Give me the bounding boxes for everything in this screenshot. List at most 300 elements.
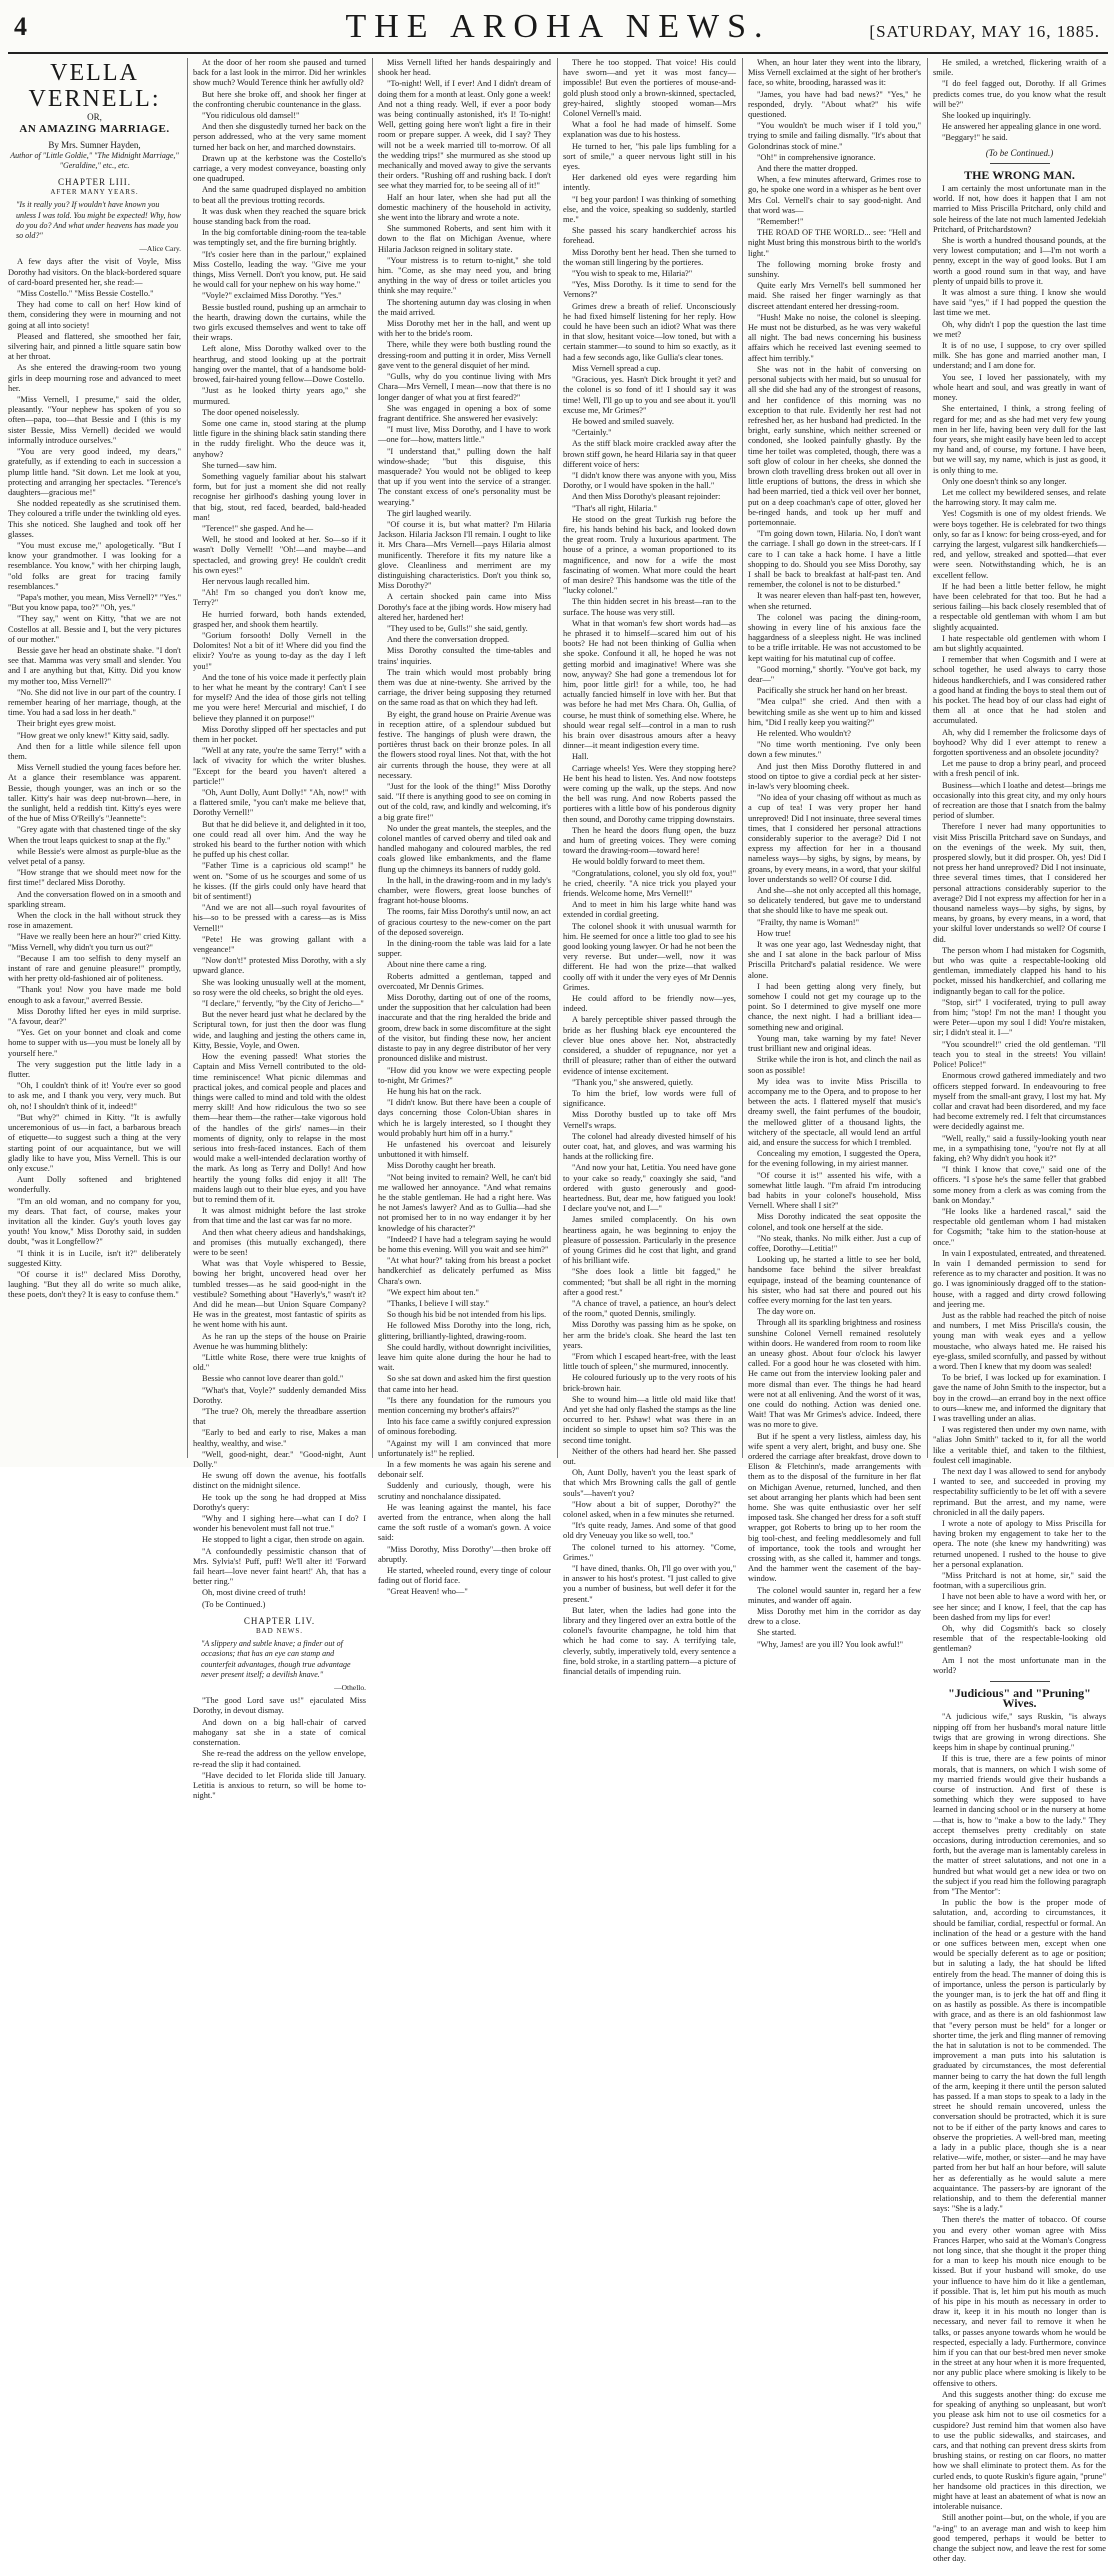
story-paragraph: To him the brief, low words were full of significance. [563, 1088, 736, 1109]
story-paragraph: Miss Dorothy indicated the seat opposite the colonel, and took one herself at the side. [748, 1212, 921, 1232]
story-paragraph: Her darkened old eyes were regarding him intently. [563, 173, 736, 193]
story-paragraph: Into his face came a swiftly conjured expression of ominous foreboding. [378, 1417, 551, 1437]
story-paragraph: "Well, good-night, dear." "Good-night, Aunt Dolly." [193, 1449, 366, 1470]
story-paragraph: My idea was to invite Miss Priscilla to accompany me to the Opera, and to propose to her between the acts. I flattered myself that music's dreamy swell, the faint perfumes of the boudoir, the mellowed glitter of a thousand lights, the witchery of the spectacle, all would lend an artful aid, and ensure the success for which I trembled. [748, 1076, 921, 1147]
story-paragraph: It was nearer eleven than half-past ten, however, when she returned. [748, 591, 921, 611]
story-paragraph: "Gracious, yes. Hasn't Dick brought it yet? and the colonel is so fond of it! I should say it was time! Well, I'll go up to you and see about it. you'll excuse me, Mr Grimes?" [563, 375, 736, 415]
story-paragraph: Pleased and flattered, she smoothed her fair, silvering hair, and pinned a little square satin bow at her throat. [8, 331, 181, 362]
story-paragraph: "Little white Rose, there were true knights of old." [193, 1352, 366, 1373]
story-paragraph: Then he heard the doors flung open, the buzz and hum of greeting voices. They were coming toward the drawing-room—toward here! [563, 825, 736, 856]
story-paragraph: "To-night! Well, if I ever! And I didn't dream of doing them for a month at least. Only gone a week! And not a thing ready. Well, if ever a poor body was being continually astonished, it's I! To-night! Well, getting going here won't light a fire in their room or prepare supper. A week, did I say? They will not be a week married till to-morrow. Of all the wedding trips!" she murmured as she stood up mechanically and moved away to give the servants their orders. "Rushing off and rushing back. I don't see what they married for, to be seeing all of it!" [378, 79, 551, 191]
article-paragraph: "Well, really," said a fussily-looking youth near me, in a sympathising tone, "you're not fly at all faking, eh? Why didn't you hook it?" [933, 1133, 1106, 1163]
column-rule [742, 58, 743, 1458]
story-paragraph: The door opened noiselessly. [202, 407, 300, 417]
story-paragraph: Miss Dorothy bustled up to take off Mrs Vernell's wraps. [563, 1110, 736, 1130]
story-paragraph: "Why, James! are you ill? You look awful!" [757, 1639, 904, 1649]
story-paragraph: Miss Dorothy caught her breath. [387, 1161, 496, 1171]
story-paragraph: "I must live, Miss Dorothy, and I have to work—one for—how, matters little." [378, 425, 551, 445]
story-paragraph: "I do feel fagged out, Dorothy. If all Grimes predicts comes true, do you know what the result will be?" [933, 79, 1106, 109]
story-paragraph: He stopped to light a cigar, then strode on again. [202, 1535, 365, 1545]
column-rule [372, 58, 373, 1458]
story-paragraph: Oh, Aunt Dolly, haven't you the least spark of that which Mrs Browning calls the gall of gentle souls"—haven't you? [563, 1468, 736, 1498]
epigraph-source: —Alice Cary. [139, 244, 181, 254]
section-divider [990, 1681, 1050, 1682]
story-paragraph: "Now don't!" protested Miss Dorothy, with a sly upward glance. [193, 956, 366, 976]
wrong-man-body [933, 184, 1106, 1676]
article-paragraph: And this suggests another thing: do excuse me for speaking of anything so unpleasant, but won't you please ask him not to use oil cosmetics for a cuspidore? Just remind him that women also have to use the public sidewalks, and staircases, and cars, and that nothing can prevent dress skirts from brushing stains, or resting on car floors, no matter how we shall eliminate to protect them. As for the curled ends, to quote Ruskin's figure again, "prune" her handsome old practices in this direction, we might have at least an abatement of what is now an intolerable nuisance. [933, 2389, 1106, 2512]
story-paragraph: Pacifically she struck her hand on her breast. [757, 686, 908, 696]
story-paragraph: He could afford to be friendly now—yes, indeed. [563, 994, 736, 1014]
chapter-heading: CHAPTER LIII. [58, 177, 131, 188]
story-paragraph: He followed Miss Dorothy into the long, rich, glittering, brilliantly-lighted, drawing-room. [378, 1321, 551, 1341]
story-paragraph: Suddenly and curiously, though, were his scrutiny and nonchalance dissipated. [378, 1481, 551, 1501]
article-paragraph: "Miss Pritchard is not at home, sir," said the footman, with a supercilious grin. [933, 1571, 1106, 1591]
story-paragraph: As the stiff black moire crackled away after the brown stiff gown, he heard Hilaria say in that queer different voice of hers: [563, 439, 736, 469]
story-paragraph: As she entered the drawing-room two young girls in deep mourning rose and advanced to meet her. [8, 363, 181, 393]
story-paragraph: "Against my will I am convinced that more unfortunately is!" he replied. [378, 1438, 551, 1458]
story-paragraph: And down on a big hall-chair of carved mahogany sat she in a state of comical consternation. [193, 1717, 366, 1748]
story-paragraph: And the tone of his voice made it perfectly plain to her what he meant by the contrary! Can't I see for myself? And the idea of those girls not telling me you were here! Mercurial and mischief, I do believe they planned it on purpose!" [193, 672, 366, 723]
story-paragraph: It was dusk when they reached the square brick house standing back from the road. [193, 206, 366, 227]
story-paragraph: "Yes. Get on your bonnet and cloak and come home to supper with us—you must be lonely all by yourself here." [8, 1028, 181, 1058]
story-paragraph: She started. [757, 1628, 797, 1638]
story-title: VELLA VERNELL: [28, 60, 161, 112]
column-4-body [563, 58, 736, 1677]
story-paragraph: "How strange that we should meet now for the first time!" declared Miss Dorothy. [8, 868, 181, 888]
column-1 [8, 58, 181, 1458]
article-paragraph: Then there's the matter of tobacco. Of course you and every other woman agree with Miss Frances Harper, who said at the Woman's Congress not long since, that she thought it the proper thing for a man to keep his mouth nice enough to be kissed. But if your husband will smoke, do use your influence to have him do it like a gentleman, if possible. That is, let him put his mouth as much of his pipe in his mouth as necessary in order to draw it, keep it in his mouth no longer than is necessary, and never fail to remove it when he talks, or passes anyone towards whom he would be respected, especially a lady. Furthermore, convince him if you can that our best-bred men never smoke in the street at any hour when it is more frequented, nor any public place where smoking is likely to be offensive to others. [933, 2215, 1106, 2388]
story-paragraph: So though his bid be not intended from his lips. [387, 1310, 547, 1320]
story-paragraph: Bessie who cannot love dearer than gold." [202, 1374, 344, 1384]
story-paragraph: "Gorium forsooth! Dolly Vernell in the Dolomites! Not a bit of it! Where did you find the elixir? You're as young to-day as the day I left you!" [193, 630, 366, 671]
story-paragraph: "Because I am too selfish to deny myself an instant of rare and genuine pleasure!" promptly, with her pretty old-fashioned air of politeness. [8, 953, 181, 984]
story-paragraph: James smiled complacently. On his own heartiness again, he was beginning to enjoy the pleasure of possession. Particularly in the presence of young Grimes did he cost that light, and grand of his brilliant wife. [563, 1215, 736, 1266]
story-paragraph: "I'm going down town, Hilaria. No, I don't want the carriage. I shall go down in the street-cars. If I care to I can take a hack home. I have a little shopping to do. Should you see Miss Dorothy, say I shall be back to breakfast at half-past ten. And remember, the colonel is not to be disturbed." [748, 529, 921, 590]
story-paragraph: What in that woman's few short words had—as he phrased it to himself—scared him out of his boots? He had not been thinking of Gullia when she spoke. Confound it all, he hoped he was not getting morbid and imaginative! Where was she now, anyway? She had gone a tremendous lot for him, poor little girl! for a while, too, he had actually fancied himself in love with her. But that was before he had met Mrs Chara. Oh, Gullia, of course, he must think of something else. Where, he should wear regal self—control in a man to rush his brain over disastrous amours after a heavy dinner—it meant indigestion every time. [563, 618, 736, 751]
column-5-body [748, 58, 921, 1650]
story-paragraph: "I declare," fervently, "by the City of Jericho—" [202, 999, 364, 1009]
story-paragraph: She passed his scary handkerchief across his forehead. [563, 226, 736, 246]
story-paragraph: "We expect him about ten." [387, 1287, 479, 1297]
story-paragraph: "I have dined, thanks. Oh, I'll go over with you," in answer to his host's protest. "I just called to give you a number of business, but well defer it for the present." [563, 1564, 736, 1604]
article-paragraph: Ah, why did I remember the frolicsome days of boyhood? Why did I ever attempt to renew a forgotten sportiveness and an obsolete jocundity? [933, 727, 1106, 757]
story-paragraph: "Of course it is!" assented his wife, with a somewhat little laugh. "I'm afraid I'm introducing bad habits in your colonel's household, Miss Vernell. Where shall I sit?" [748, 1170, 921, 1211]
story-paragraph: "Papa's mother, you mean, Miss Vernell?" "Yes." "But you know papa, too?" "Oh, yes." [8, 592, 181, 613]
story-paragraph: The colonel shook it with unusual warmth for him. He seemed for once a little too glad to see his good looking young lawyer. Or had he not been the very reverse. But under—well, now it was different. He had won the prize—that walked coolly off with it under the very eyes of Mr Dennis Grimes. [563, 921, 736, 992]
article-paragraph: It was almost a sure thing. I know she would have said "yes," if I had popped the question the last time we met. [933, 288, 1106, 318]
story-paragraph: "Indeed? I have had a telegram saying he would be home this evening. Will you wait and see him?" [378, 1234, 551, 1254]
story-paragraph: And there the matter dropped. [757, 164, 858, 174]
story-paragraph: "It's cosier here than in the parlour," explained Miss Costello, leading the way. "Give me your things, Miss Vernell. Don't you know, put. He said he would call for your nephew on his way home." [193, 249, 366, 290]
story-paragraph: What a fool he had made of himself. Some explanation was due to his hostess. [563, 120, 736, 140]
article-paragraph: "I think I know that cove," said one of the officers. "I s'pose he's the same feller that grabbed some money from a clerk as was coming from the bank on Monday." [933, 1165, 1106, 1205]
story-paragraph: A barely perceptible shiver passed through the bride as her flushing black eye encountered the clever blue ones above her. Not, abstractedly considered, a shudder of repugnance, nor yet a thrill of pleasure; rather than of either the outward evidence of intense excitement. [563, 1015, 736, 1076]
story-paragraph: The colonel was pacing the dining-room, showing in every line of his anxious face the haggardness of a sleepless night. He was inclined to be a trifle irritable. He was not accustomed to be kept waiting for his matutinal cup of coffee. [748, 612, 921, 663]
story-paragraph: A few days after the visit of Voyle, Miss Dorothy had visitors. On the black-bordered square of card-board presented her, she read:— [8, 257, 181, 287]
article-paragraph: "You scoundrel!" cried the old gentleman. "I'll teach you to steal in the streets! You villain! Police! Police!" [933, 1039, 1106, 1070]
article-paragraph: If this is true, there are a few points of minor morals, that is manners, on which I wish some of my married friends would give their husbands a course of instruction. And first of these is something which they were supposed to have learned in dancing school or in the nursery at home—that is, how to "make a bow to the lady." They accept themselves pretty creditably on state occasions, during introduction ceremonies, and so forth, but the average man is lamentably careless in the matter of street salutations, and not one in a hundred but what would get a new idea or two on the subject if you read him the following paragraph from "The Mentor": [933, 1754, 1106, 1896]
story-paragraph: THE ROAD OF THE WORLD... see: "Hell and night Must bring this monstrous birth to the world's light." [748, 228, 921, 258]
article-paragraph: Let me pause to drop a briny pearl, and proceed with a fresh pencil of ink. [933, 759, 1106, 779]
story-paragraph: Carriage wheels! Yes. Were they stopping here? He bent his head to listen. Yes. And now footsteps were coming up the walk, up the steps. And now the bell was rung. And now Roberts passed the portieres with a little bow of his ponderous dignity then sound, and Dorothy came tripping downstairs. [563, 763, 736, 824]
story-paragraph: Their bright eyes grew moist. [17, 719, 116, 729]
judicious-body [933, 1712, 1106, 2564]
story-paragraph: "You must excuse me," apologetically. "But I know your grandmother. I was looking for a resemblance. You know," with her chirping laugh, "old folks are great for tracing family resemblances." [8, 540, 181, 591]
story-paragraph: "Thank you," she answered, quietly. [572, 1077, 693, 1087]
story-ending [933, 58, 1106, 144]
story-paragraph: He unfastened his overcoat and leisurely unbuttoned it with himself. [378, 1139, 551, 1160]
story-paragraph: By eight, the grand house on Prairie Avenue was in reception attire, of a splendour subdued but festive. The hangings of plush were drawn, the portières thrust back on their bronze poles. In all the flowers stood royal lines. Not that, with the hot air currents through the house, they were at all necessary. [378, 709, 551, 780]
story-paragraph: Strike while the iron is hot, and clinch the nail as soon as possible! [748, 1055, 921, 1075]
story-paragraph: She re-read the address on the yellow envelope, re-read the slip it had contained. [193, 1749, 366, 1769]
story-paragraph: "Miss Costello." "Miss Bessie Costello." [17, 289, 154, 299]
story-paragraph: He would boldly forward to meet them. [572, 857, 705, 867]
column-2 [193, 58, 366, 1801]
story-paragraph: How true! [757, 928, 792, 938]
story-paragraph: "Oh!" in comprehensive ignorance. [757, 152, 876, 162]
story-paragraph: In the hall, in the drawing-room and in my lady's chamber, were flowers, great loose bunches of fragrant hot-house blooms. [378, 875, 551, 906]
story-paragraph: "Thank you! Now you have made me bold enough to ask a favour," averred Bessie. [8, 985, 181, 1005]
article-paragraph: Oh, why did Cogsmith's back so closely resemble that of the respectable-looking old gentleman? [933, 1624, 1106, 1654]
story-paragraph: The shortening autumn day was closing in when the maid arrived. [378, 297, 551, 317]
story-paragraph: Aunt Dolly softened and brightened wonderfully. [8, 1175, 181, 1195]
story-paragraph: "You wouldn't be much wiser if I told you," trying to smile and failing dismally. "It's about that Golondrinas stock of mine." [748, 121, 921, 151]
article-paragraph: The person whom I had mistaken for Cogsmith, but who was quite a respectable-looking old gentleman, immediately clapped his hand to his pocket, missed his handkerchief, and collaring me indignantly began to call for the police. [933, 945, 1106, 996]
story-paragraph: "You are very good indeed, my dears," gratefully, as if extending to each in succession a plump little hand. "Sit down. Let me look at you, protecting and arranging her spectacles. "Terence's daughters—gracious me!" [8, 447, 181, 497]
story-paragraph: "Good morning," shortly. "You've got back, my dear—" [748, 664, 921, 684]
story-paragraph: "I understand that," pulling down the half window-shade; "but this disguise, this masquerade? You would not be obliged to keep that up if you went into the service of a stranger. The constant excess of one's personality must be wearying." [378, 446, 551, 507]
story-paragraph: The day wore on. [757, 1307, 816, 1317]
story-paragraph: And then for a little while silence fell upon them. [8, 741, 181, 761]
story-paragraph: Well, he stood and looked at her. So—so if it wasn't Dolly Vernell! "Oh!—and maybe—and spectacled, and growing grey! He couldn't credit his own eyes!" [193, 535, 366, 575]
chapter-liv-epigraph-source: —Othello. [334, 1683, 366, 1693]
story-paragraph: "Of course it is, but what matter? I'm Hilaria Jackson. Hilaria Jackson I'll remain. I ought to like it. Mrs Chara—Mrs Vernell—pays Hilaria almost munificently. Therefore it fits my nature like a glove. Cleanliness and merriment are my distinguishing characteristics. Don't you think so, Miss Dorothy?" [378, 519, 551, 591]
story-paragraph: The colonel would saunter in, regard her a few minutes, and wander off again. [748, 1585, 921, 1605]
column-2-body [193, 58, 366, 1610]
story-paragraph: "The good Lord save us!" ejaculated Miss Dorothy, in devout dismay. [193, 1696, 366, 1716]
chapter-liv-heading: CHAPTER LIV. [243, 1615, 316, 1626]
article-paragraph: If he had been a little better fellow, he might have been celebrated for that too. But he had a serious failing—his back closely resembled that of a respectable old gentleman with whom I am but slightly acquainted. [933, 581, 1106, 632]
story-paragraph: "Frailty, thy name is Woman!" [757, 917, 859, 927]
chapter-subheading: AFTER MANY YEARS. [50, 188, 139, 197]
story-paragraph: "You wish to speak to me, Hilaria?" [572, 269, 693, 279]
story-paragraph: There he too stopped. That voice! His could have sworn—and yet it was most fancy—impossible! But even the portieres of mouse-and-gold plush stood only a brown-skinned, spectacled, grey-haired, slightly stooped woman—Mrs Colonel Vernell's maid. [563, 58, 736, 119]
story-paragraph: Miss Dorothy bent her head. Then she turned to the woman still lingering by the portieres. [563, 247, 736, 267]
story-paragraph: There, while they were both bustling round the dressing-room and putting it in order, Miss Vernell gave vent to the general disquiet of her mind. [378, 340, 551, 370]
story-paragraph: The girl laughed wearily. [387, 508, 472, 518]
story-paragraph: Half an hour later, when she had put all the domestic machinery of the household in activity, she went into the library and wrote a note. [378, 192, 551, 223]
story-paragraph: "It's quite ready, James. And some of that good old dry Veneuay you like so well, too." [563, 1521, 736, 1541]
story-paragraph: And there the conversation dropped. [387, 635, 510, 645]
story-paragraph: The following morning broke frosty and sunshiny. [748, 259, 921, 280]
newspaper-title: THE AROHA NEWS. [345, 8, 771, 45]
story-paragraph: But the never heard just what he declared by the Scriptural town, for just then the door was flung wide, and laughing and jesting the others came in, Kitty, Bessie, Voyle, and Owen. [193, 1010, 366, 1050]
story-paragraph: He relented. Who wouldn't? [757, 729, 851, 738]
page-number: 4 [14, 12, 27, 41]
story-paragraph: He answered her appealing glance in one word. [942, 122, 1102, 132]
story-paragraph: Drawn up at the kerbstone was the Costello's carriage, a very modest conveyance, boasting only one quadruped. [193, 153, 366, 184]
story-paragraph: They had come to call on her! How kind of them, considering they were in mourning and not going at all into society! [8, 300, 181, 330]
story-paragraph: Neither of the others had heard her. She passed out. [563, 1446, 736, 1467]
columns [8, 58, 1108, 2564]
article-paragraph: Therefore I never had many opportunities to visit Miss Priscilla Pritchard save on Sundays, and on the evenings of the week. My suit, then, prospered slowly, but it did prosper. Oh, yes! Did I not press her hand unreproved? Did I not insinuate, three several times times, that I considered her personal attractions considerably superior to the average? Did I not express my affection for her in a thousand nameless ways—by sighs, by signs, by means, by groans, by every means, in a word, that your skilful lover understands so well? Of course I did. [933, 822, 1106, 944]
story-paragraph: "And now your hat, Letitia. You need have gone to your cake so ready," coaxingly she said, "and ordered with gusto generously and good-heartedness. But, dear me, how fatigued you look! I declare you've not, and I—" [563, 1163, 736, 1214]
story-paragraph: Miss Dorothy was passing him as he spoke, on her arm the bride's cloak. She heard the last ten years. [563, 1320, 736, 1350]
story-paragraph: He took up the song he had dropped at Miss Dorothy's query: [193, 1492, 366, 1512]
story-paragraph: "How great we only knew!" Kitty said, sadly. [17, 730, 170, 740]
column-rule [187, 58, 188, 1458]
story-paragraph: "But why?" chimed in Kitty. "It is awfully unceremonious of us—in fact, a barbarous breach of etiquette—to suggest such a thing at the very starting point of our acquaintance, but we will gladly like to have you, Miss Vernell. This is our only excuse." [8, 1112, 181, 1173]
story-paragraph: "How did you know we were expecting people to-night, Mr Grimes?" [378, 1065, 551, 1085]
story-paragraph: "Remember!" [757, 217, 804, 227]
story-paragraph: In the big comfortable dining-room the tea-table was temptingly set, and the fire burning brightly. [193, 228, 366, 248]
story-paragraph: "Have we really been here an hour?" cried Kitty. "Miss Vernell, why didn't you turn us out?" [8, 932, 181, 952]
story-paragraph: "You ridiculous old damsel!" [202, 111, 300, 121]
story-paragraph: Miss Dorothy met him in the corridor as day drew to a close. [748, 1607, 921, 1627]
story-paragraph: And then what cheery adieus and handshakings, and promises (this mutually exchanged), there were to be seen! [193, 1227, 366, 1257]
story-paragraph: She nodded repeatedly as she scrutinised them. They coloured a trifle under the twinkling old eyes. This she noticed. She laughed and took off her glasses. [8, 499, 181, 539]
story-paragraph: (To be Continued.) [202, 1599, 266, 1609]
story-paragraph: Something vaguely familiar about his stalwart form, but for just a moment she did not really recognise her girlhood's dashing young lover in that big, stout, red faced, bearded, bald-headed man! [193, 471, 366, 522]
story-paragraph: "Thanks, I believe I will stay." [387, 1298, 489, 1308]
article-paragraph: In public the bow is the proper mode of salutation, and, according to circumstances, it should be familiar, cordial, respectful or formal. An inclination of the head or a gesture with the hand or one suffices between men, except when one would be specially deferent as to age or position; but in saluting a lady, the hat should be lifted entirely from the head. The manner of doing this is of importance, unless the person is particularly by the younger man, is to jerk the hat off and fling it on as hastily as possible. As there is incompatible with grace, and as there is an old fashionmost law that "every person must be held" for a longer or shorter time, the jerk and fling manner of removing the hat in salutation is not to be commended. The improvement a man puts into his salutation is graduated by circumstances, the most deferential manner being to carry the hat down the full length of the arm, keeping it there until the person saluted has passed. If a man stops to speak to a lady in the street he should remain uncovered, unless the conversation should be protracted, which it is sure not to be if either of the party knows and cares to observe the proprieties. A well-bred man, meeting a lady in a public place, though she is a near relative—wife, mother, or sister—and he may have parted from her but half an hour before, will salute her as deferentially as he would salute a mere acquaintance. The passers-by are ignorant of the relationship, and to them the deferential manner says: "She is a lady." [933, 1898, 1106, 2214]
story-paragraph: How the evening passed! What stories the Captain and Miss Vernell contributed to the old-time reminiscence! What picnic dilemmas and practical jokes, and comical people and places and things were called to mind and told with the oldest merry skill! And how ridiculous the two so see them—hear them—the rather—take vigorous hold of the handles of the girls' names—in their moments of dignity, only to relapse in the most serious into fresh-faced instances. Each of them would make a well-intended declaration worthy of the mark. As long as Terry and Dolly! And how heartily the young folks did enjoy it all! The maidens laugh out to their blue eyes, and you have but to remind them of it. [193, 1052, 366, 1204]
epigraph: "Is it really you? If wouldn't have known you unless I was told. You might be expected! Why, how do you do? And what under heavens has made you so old?" [16, 200, 181, 241]
story-paragraph: Oh, most divine creed of truth! [202, 1588, 306, 1598]
story-paragraph: "She does look a little bit fagged," he commented; "but shall be all right in the morning after a good rest." [563, 1267, 736, 1297]
story-paragraph: Miss Dorothy consulted the time-tables and trains' inquiries. [378, 646, 551, 666]
story-paragraph: "No idea of your chasing off without as much as a cup of tea! I was very proper her hand unreproved! Did I not insinuate, three several times times, that I considered her personal attractions considerably superior to the average? Did I not express my affection for her in a thousand nameless ways—by sighs, by signs, by means, by groans, by every means, in a word, that your skilful lover understands so well? Of course I did. [748, 793, 921, 884]
story-paragraph: "Just for the look of the thing!" Miss Dorothy said. "If there is anything good to see on coming in out of the cold, raw, and kindly and welcoming, it's a big grate fire!" [378, 782, 551, 822]
story-paragraph: She could hardly, without downright incivilities, leave him quite alone during the hour he had to wait. [378, 1342, 551, 1373]
article-paragraph: She entertained, I think, a strong feeling of regard for me; and as she had met very few young men in her life, having been very dull for the last four years, she might easily have been led to accept my hand and, of course, my fortune. I have been, but we will say, my name, which is just as good, it is only thing to me. [933, 404, 1106, 475]
story-paragraph: Bessie gave her head an obstinate shake. "I don't see that. Mamma was very small and slender. You and I are anything but that, Kitty. Did you know my mother too, Miss Vernell?" [8, 645, 181, 686]
story-paragraph: The thin hidden secret in his breast—ran to the surface. The house was very still. [563, 597, 736, 617]
story-paragraph: "Terence!" she gasped. And he— [202, 523, 314, 533]
story-paragraph: He hurried forward, both hands extended, grasped her, and shook them heartily. [193, 609, 366, 629]
story-paragraph: "That's all right, Hilaria." [572, 503, 657, 513]
story-paragraph: He hung his hat on the rack. [387, 1086, 482, 1096]
story-paragraph: She was engaged in opening a box of some fragrant dentifrice. She answered her evasively: [378, 403, 551, 423]
section-divider [990, 163, 1050, 164]
issue-date: [SATURDAY, MAY 16, 1885. [869, 22, 1100, 41]
story-paragraph: And the conversation flowed on in a smooth and sparkling stream. [8, 889, 181, 909]
story-paragraph: No under the great mantels, the steeples, and the colonel mantles of carved oberry and tiled oak and handled mahogany and coloured marbles, the red coals glowed like embankments, and the flame flung up the chimneys its banners of ruddy gold. [378, 823, 551, 874]
story-paragraph: "Miss Dorothy, Miss Dorothy"—then broke off abruptly. [378, 1544, 551, 1564]
column-5 [748, 58, 921, 1649]
story-paragraph: What was that Voyle whispered to Bessie, bowing her bright, uncovered head over her tumbled tresses—as he said good-night in the vestibule? Something about "Haverly's," wasn't it? And did he mean—but Union Square Company? He was in the greatest, most fantastic of spirits as he went home with his aunt. [193, 1259, 366, 1330]
story-paragraph: "Oh, Aunt Dolly, Aunt Dolly!" "Ah, now!" with a flattered smile, "you can't make me believe that, Dorothy Vernell!" [193, 788, 366, 818]
story-paragraph: "I didn't know there was anyone with you, Miss Dorothy, or I would have spoken in the hall." [563, 470, 736, 491]
story-paragraph: "Father Time is a capricious old scamp!" he went on. "Some of us he scourges and some of us he kisses. (If the girls could only have heard that bit of sentiment!) [193, 861, 366, 902]
article-paragraph: I was registered then under my own name, with "alias John Smith" tacked to it, for all the world like a veritable thief, and taken to the filthiest, foulest cell imaginable. [933, 1425, 1106, 1465]
story-paragraph: "Have decided to let Florida slide till January. Letitia is anxious to return, so will be home to-night." [193, 1770, 366, 1801]
story-paragraph: "I'm an old woman, and no company for you, my dears. That fact, of course, makes your invitation all the kinder. Guy's youth loves gay youth! You know," Miss Dorothy said, in sudden doubt, "was it Longfellow?" [8, 1196, 181, 1247]
story-paragraph: "A confoundedly pessimistic chanson that of Mrs. Sylvia's! Puff, puff! We'll alter it! 'Forward fail heart—love never faint heart!' Ah, that has a better ring." [193, 1546, 366, 1587]
story-paragraph: "Of course it is!" declared Miss Dorothy, laughing. "But they all do write so much alike, these poets, don't they? It is easy to confuse them." [8, 1269, 181, 1300]
story-paragraph: But here she broke off, and shook her finger at the confronting cherubic countenance in the glass. [193, 89, 366, 109]
story-paragraph: "I beg your pardon! I was thinking of something else, and the voice, speaking so suddenly, startled me." [563, 194, 736, 225]
story-paragraph: "Mea culpa!" she cried. And then with a bewitching smile as she went up to him and kissed him, "Did I really keep you waiting?" [748, 697, 921, 727]
story-paragraph: while Bessie's were almost as purple-blue as the velvet petal of a pansy. [8, 846, 181, 867]
story-paragraph: The colonel turned to his attorney. "Come, Grimes." [563, 1542, 736, 1562]
story-paragraph: It was one year ago, last Wednesday night, that she and I sat alone in the back parlour of Miss Priscilla Pritchard's palatial residence. We were alone. [748, 940, 921, 980]
wrong-man-heading: THE WRONG MAN. [964, 167, 1075, 182]
story-paragraph: "Gulls, why do you continue living with Mrs Chara—Mrs Vernell, I mean—now that there is no longer danger of what you at first feared?" [378, 372, 551, 402]
story-paragraph: In a few moments he was again his serene and debonair self. [378, 1460, 551, 1480]
story-paragraph: Miss Dorothy lifted her eyes in mild surprise. "A favour, dear?" [8, 1006, 181, 1027]
story-paragraph: "Oh, I couldn't think of it! You're ever so good to ask me, and I thank you very, very much. But oh, no! I shouldn't think of it, indeed!" [8, 1081, 181, 1111]
story-paragraph: "They used to be, Gulls!" she said, gently. [387, 623, 528, 633]
article-paragraph: Oh, why didn't I pop the question the last time we met? [933, 319, 1106, 339]
story-paragraph: But that he did believe it, and delighted in it too, one could read all over him. And the way he stroked his beard to the further notion with which he puffed up his chest collar. [193, 819, 366, 860]
story-paragraph: She summoned Roberts, and sent him with it down to the flat on Michigan Avenue, where Hilaria Jackson reigned in solitary state. [378, 224, 551, 254]
story-paragraph: The train which would most probably bring them was due at nine-twenty. She arrived by the carriage, the driver being supposing they returned on the same road as that on which they had left. [378, 667, 551, 708]
article-paragraph: Yes! Cogsmith is one of my oldest friends. We were boys together. He is celebrated for two things only, so far as I know: for being cross-eyed, and for carrying the largest, vulgarest silk handkerchiefs—red, and yellow, streaked and spotted—that ever were seen. Notwithstanding which, he is an excellent fellow. [933, 509, 1106, 580]
story-paragraph: "Why and I sighing here—what can I do? I wonder his benevolent must fall not true." [193, 1514, 366, 1534]
story-paragraph: Miss Dorothy, darting out of one of the rooms, under the supposition that her calculation had been inaccurate and that the ring heralded the bride and groom, drew back in some discomfiture at the sight of the visitor, but finding these now, her ancient distaste to pay in any degree distributor of her very pronounced dislike and mistrust. [378, 993, 551, 1064]
story-paragraph: He coloured furiously up to the very roots of his brick-brown hair. [563, 1373, 736, 1393]
story-paragraph: Concealing my emotion, I suggested the Opera, for the evening following, in my airiest manner. [748, 1149, 921, 1169]
story-paragraph: "Congratulations, colonel, you sly old fox, you!" he cried, cheerily. "A nice trick you played your friends. Welcome home, Mrs Vernell!" [563, 868, 736, 899]
story-paragraph: Left alone, Miss Dorothy walked over to the hearthrug, and stood looking up at the portrait hanging over the mantel, that of a handsome bold-browed, fair-haired young fellow—Dowe Costello. [193, 344, 366, 385]
chapter-liv-sub: BAD NEWS. [255, 1627, 304, 1636]
story-paragraph: In the dining-room the table was laid for a late supper. [378, 939, 551, 959]
story-paragraph: "How about a bit of supper, Dorothy?" the colonel asked, when in a few minutes she returned. [563, 1499, 736, 1520]
column-6 [933, 58, 1107, 2564]
story-paragraph: "Early to bed and early to rise, Makes a man healthy, wealthy, and wise." [193, 1428, 366, 1448]
article-paragraph: To be brief, I was locked up for examination. I gave the name of John Smith to the inspector, but a boy in the crowd—an errand boy in the next office to ours—knew me, and informed the dignitary that I was travelling under an alias. [933, 1373, 1106, 1423]
story-paragraph: And then Miss Dorothy's pleasant rejoinder: [572, 492, 721, 502]
story-paragraph: He turned to her, "his pale lips fumbling for a sort of smile," a queer nervous light still in his eyes. [563, 141, 736, 172]
article-paragraph: Let me collect my bewildered senses, and relate the harrowing story. It may calm me. [933, 487, 1106, 508]
story-paragraph: "Certainly." [572, 428, 612, 438]
story-paragraph: Hall. [572, 752, 589, 762]
story-paragraph: "Miss Vernell, I presume," said the older, pleasantly. "Your nephew has spoken of you so often—papa, too—that Bessie and I (this is my sister Bessie, Miss Vernell) decided we would informally introduce ourselves." [8, 395, 181, 445]
article-paragraph: In vain I expostulated, entreated, and threatened. In vain I demanded permission to send for reference as to my character and position. It was no go. I was ignominiously dragged off to the station-house, with a ragged and dirty crowd following and jeering me. [933, 1248, 1106, 1309]
story-paragraph: "Grey agate with that chastened tinge of the sky When the trout leaps quickest to snap at the fly." [8, 825, 181, 845]
story-paragraph: "Great Heaven! who—" [387, 1587, 468, 1597]
story-paragraph: "The true? Oh, merely the threadbare assertion that [193, 1407, 366, 1427]
story-paragraph: Miss Dorothy met her in the hall, and went up with her to the bride's room. [378, 319, 551, 339]
story-paragraph: Bessie bustled round, pushing up an armchair to the hearth, drawing down the curtains, while the two girls excused themselves and went to take off their wraps. [193, 302, 366, 343]
story-paragraph: And just then Miss Dorothy fluttered in and stood on tiptoe to give a cordial peck at her sister-in-law's very blooming cheek. [748, 761, 921, 792]
story-paragraph: He smiled, a wretched, flickering wraith of a smile. [933, 58, 1106, 78]
story-paragraph: "They say," went on Kitty, "that we are not Costellos at all. Bessie and I, but the very pictures of our mother." [8, 614, 181, 644]
author-note: Author of "Little Goldie," "The Midnight Marriage," "Geraldine," etc., etc. [10, 150, 179, 170]
story-paragraph: The colonel had already divested himself of his outer coat, hat, and gloves, and was warming his hands at the rollicking fire. [563, 1131, 736, 1162]
article-paragraph: Still another point—but, on the whole, if you are "a-ing" to an average man and wish to keep him good tempered, perhaps it would be better to change the subject now, and leave the rest for some other day. [933, 2513, 1106, 2564]
story-paragraph: Miss Dorothy slipped off her spectacles and put them in her pocket. [193, 724, 366, 744]
article-paragraph: You see, I loved her passionately, with my whole heart and soul, and was greatly in want of money. [933, 372, 1106, 403]
story-paragraph: So she sat down and asked him the first question that came into her head. [378, 1374, 551, 1394]
story-paragraph: "Hush! Make no noise, the colonel is sleeping. He must not be disturbed, as he was very wakeful all night. The bad news concerning his business affairs which he received last evening seemed to affect him terribly." [748, 312, 921, 363]
story-paragraph: "I didn't know. But there have been a couple of days concerning those Colon-Ubian shares in which he is largely interested, so I thought they would probably hurt him off in a hurry." [378, 1098, 551, 1138]
article-paragraph: It is of no use, I suppose, to cry over spilled milk. She has gone and married another man, I understand; and I am done for. [933, 341, 1106, 371]
story-paragraph: "Yes, Miss Dorothy. Is it time to send for the Vernons?" [563, 280, 736, 300]
story-paragraph: Miss Vernell spread a cup. [572, 363, 661, 373]
column-rule [927, 58, 928, 1458]
column-rule [557, 58, 558, 1458]
story-paragraph: He started, wheeled round, every tinge of colour fading out of florid face. [378, 1566, 551, 1586]
story-paragraph: "I think it is in Lucile, isn't it?" deliberately suggested Kitty. [8, 1248, 181, 1268]
story-paragraph: Miss Vernell studied the young faces before her. At a glance their resemblance was apparent. Bessie, though younger, was an inch or so the taller. Kitty's hair was deep nut-brown—here, in the sunlight, held a reddish tint. Kitty's eyes were of the hue of Miss O'Reilly's "Jeannette": [8, 763, 181, 824]
article-paragraph: The next day I was allowed to send for anybody I wanted to see, and succeeded in proving my respectability sufficiently to be let off with a severe reprimand. But the arrest, and my name, were chronicled in all the daily papers. [933, 1467, 1106, 1517]
story-paragraph: She was not in the habit of conversing on personal subjects with her maid, but so unusual for all she did she had any of the strongest of reasons, and her confidence of this morning was no exception to that rule. Evidently her rest had not refreshed her, as her husband had predicted. In the bright, early sunshine, which neither screened or condoned, she looked painfully ghastly. By the time her toilet was completed, though, there was a soft glow of colour in her cheeks, she donned the brown cloth travelling dress broken out all over in little eruptions of buttons, the dress in which she had been married, tied a thick veil over her bonnet, put on a deep coachman's cape of otter, gloved her be-ringed hands, and took up her muff and portemonnaie. [748, 364, 921, 527]
story-paragraph: Her nervous laugh recalled him. [202, 576, 310, 586]
story-paragraph: When the clock in the hall without struck they rose in amazement. [8, 911, 181, 931]
story-paragraph: It was almost midnight before the last stroke from that time and the last car was far no more. [193, 1206, 366, 1226]
story-paragraph: He bowed and smiled suavely. [572, 416, 675, 426]
story-paragraph: "Ah! I'm so changed you don't know me, Terry?" [193, 588, 366, 608]
story-paragraph: As he ran up the steps of the house on Prairie Avenue he was humming blithely: [193, 1331, 366, 1351]
story-paragraph: "A chance of travel, a patience, an hour's delect of the room," quoted Dennis, smilingly. [563, 1298, 736, 1319]
story-paragraph: And then she disgustedly turned her back on the person addressed, who at the very same moment turned her back on her, and marched downstairs. [193, 122, 366, 152]
story-paragraph: About nine there came a ring. [387, 960, 487, 970]
story-paragraph: "No steak, thanks. No milk either. Just a cup of coffee, Dorothy—Letitia!" [748, 1233, 921, 1253]
story-paragraph: Quite early Mrs Vernell's bell summoned her maid. She raised her finger warningly as that discreet attendant entered her dressing-room. [748, 281, 921, 311]
story-paragraph: But if he spent a very listless, aimless day, his wife spent a very alert, bright, and busy one. She ordered the carriage after breakfast, drove down to Elison & Fletchinn's, made arrangements with them as to the disposal of the furniture in her flat on Michigan Avenue, returned, lunched, and then set about arranging her plants which had been sent home. She was quite enthusiastic over her self imposed task. She changed her dress for a soft stuff wrapper, got Roberts to bring up to her room the big tool-chest, and feeling meddlesomely and full of importance, took the tools and wrought her crossing with, as she called it, hammer and tongs. And the hammer went the casement of the bay-window. [748, 1431, 921, 1584]
story-paragraph: Young man, take warning by my fate! Never trust brilliant new and original ideas. [748, 1033, 921, 1054]
story-paragraph: The very suggestion put the little lady in a flutter. [8, 1059, 181, 1080]
story-paragraph: At the door of her room she paused and turned back for a last look in the mirror. Did her wrinkles show much? Would Terence think her awfully old? [193, 58, 366, 88]
story-paragraph: When, an hour later they went into the library, Miss Vernell exclaimed at the sight of her brother's face, so white, brooding, harassed was it: [748, 58, 921, 88]
story-paragraph: "Is there any foundation for the rumours you mention concerning my brother's affairs?" [378, 1395, 551, 1415]
story-paragraph: And she—she not only accepted all this homage, so delicately tendered, but gave me to understand that she should like to have me speak out. [748, 886, 921, 916]
column-4 [563, 58, 736, 1677]
article-paragraph: She is worth a hundred thousand pounds, at the very lowest computation; and I—I'm not worth a penny, except in the way of good looks. But I am worth a good round sum in that way, and have plenty of unpaid bills to prove it. [933, 236, 1106, 286]
story-paragraph: But later, when the ladies had gone into the library and they lingered over an extra bottle of the colonel's favourite champagne, he told him that which he had come to say. A terrifying tale, cleverly, subtly, imperatively told, every sentence a fine, bold stroke, in a startling pattern—a picture of financial details of impending ruin. [563, 1605, 736, 1677]
story-paragraph: "Pete! He was growing gallant with a vengeance!" [193, 934, 366, 955]
article-paragraph: Just as the rabble had reached the pitch of noise and numbers, I met Miss Priscilla's cousin, the young man with weak eyes and a yellow moustache, who always hated me. He raised his eye-glass, smiled scornfully, and passed by without a word. Then I knew that my doom was sealed! [933, 1310, 1106, 1371]
story-paragraph: Roberts admitted a gentleman, tapped and overcoated, Mr Dennis Grimes. [378, 971, 551, 991]
story-paragraph: He was leaning against the mantel, his face averted from the entrance, when along the hall came the soft rustle of a woman's gown. A voice said: [378, 1502, 551, 1543]
story-paragraph: Grimes drew a breath of relief. Unconsciously he had fixed himself listening for her reply. How could he have been such an idiot? What was there in that slow, hesitant voice—low toned, but with a certain stammer—to sound to him so exactly, as it had a few seconds ago, like Gullia's clear tones. [563, 301, 736, 362]
story-paragraph: "Voyle?" exclaimed Miss Dorothy. "Yes." [202, 291, 342, 301]
column-3 [378, 58, 551, 1597]
story-paragraph: She turned—saw him. [202, 460, 277, 470]
story-paragraph: She looked up inquiringly. [942, 111, 1031, 121]
article-paragraph: "He looks like a hardened rascal," said the respectable old gentleman whom I had mistaken for Cogsmith; "take him to the station-house at once." [933, 1206, 1106, 1247]
story-paragraph: Through all its sparkling brightness and rosiness sunshine Colonel Vernell remained resolutely within doors. He wandered from room to room like an uneasy ghost. About four o'clock his lawyer called. For a good hour he was closeted with him. He came out from the interview looking paler and more dismal than ever. The things he had heard were not at all enlivening. And the worst of it was, one could do nothing. Action was denied one. Wait! That was Mr Grimes's advice. Indeed, there was no more to give. [748, 1318, 921, 1430]
story-paragraph: "Well at any rate, you're the same Terry!" with a lack of vivacity for which the writer blushes. "Except for the beard you haven't altered a particle!" [193, 746, 366, 786]
story-paragraph: And to meet in him his large white hand was extended in cordial greeting. [563, 900, 736, 920]
masthead [8, 8, 1108, 54]
story-paragraph: "At what hour?" taking from his breast a pocket handkerchief as delicately perfumed as Miss Chara's own. [378, 1256, 551, 1286]
story-paragraph: He swung off down the avenue, his footfalls distinct on the midnight silence. [193, 1471, 366, 1491]
story-paragraph: I had been getting along very finely, but somehow I could not get my courage up to the point. So I determined to give myself one more chance, the next night. I had a brilliant idea—something new and original. [748, 981, 921, 1032]
story-paragraph: "Just as he looked thirty years ago," she murmured. [193, 386, 366, 406]
article-paragraph: Business—which I loathe and detest—brings me occasionally into this great city, and my only hours of recreation are those that I snatch from the balmy period of slumber. [933, 780, 1106, 821]
article-paragraph: Am I not the most unfortunate man in the world? [933, 1655, 1106, 1675]
story-paragraph: "Not being invited to remain? Well, he can't bid me wallowed her annoyance. "And what remains he the stable gentleman. He had a right here. Was he not James's lawyer? And as to Gullia—had she not promised her to in no way endanger it by her knowledge of his character?" [378, 1172, 551, 1233]
story-or: OR, [87, 112, 102, 122]
article-paragraph: I am certainly the most unfortunate man in the world. If not, how does it happen that I am not married to Miss Priscilla Pritchard, only child and sole heiress of the late not much lamented Jedekiah Pritchard, of Pritchardstown? [933, 184, 1106, 234]
article-paragraph: I remember that when Cogsmith and I were at school together, he used always to carry those hideous handkerchiefs, and I was considered rather a good hand at finding the boys to steal them out of his pocket. The head boy of our class had eight of them all at once that he had stolen and accumulated. [933, 655, 1106, 726]
story-paragraph: "Beggary!" he said. [942, 133, 1008, 143]
story-paragraph: "James, you have had bad news?" "Yes," he responded, dryly. "About what?" his wife questioned. [748, 89, 921, 120]
story-paragraph: And the same quadruped displayed no ambition to beat all the previous trotting records. [193, 185, 366, 205]
column-3-body [378, 58, 551, 1598]
story-paragraph: "Your mistress is to return to-night," she told him. "Come, as she may need you, and bring anything in the way of dress or toilet articles you think she may require." [378, 255, 551, 296]
article-paragraph: "A judicious wife," says Ruskin, "is always nipping off from her husband's moral nature little twigs that are growing in wrong directions. She keeps him in shape by continual pruning." [933, 1712, 1106, 1753]
story-paragraph: When, a few minutes afterward, Grimes rose to go, he spoke one word in a whisper as he bent over Mrs Col. Vernell's chair to say good-night. And that word was— [748, 175, 921, 215]
story-paragraph: "From which I escaped heart-free, with the least little touch of spleen," she murmured, innocently. [563, 1351, 736, 1372]
column-1-body [8, 257, 181, 1300]
judicious-heading: "Judicious" and "Pruning" Wives. [948, 1686, 1091, 1711]
article-paragraph: Only one doesn't think so any longer. [942, 476, 1067, 486]
article-paragraph: I hate respectable old gentlemen with whom I am but slightly acquainted. [933, 633, 1106, 653]
